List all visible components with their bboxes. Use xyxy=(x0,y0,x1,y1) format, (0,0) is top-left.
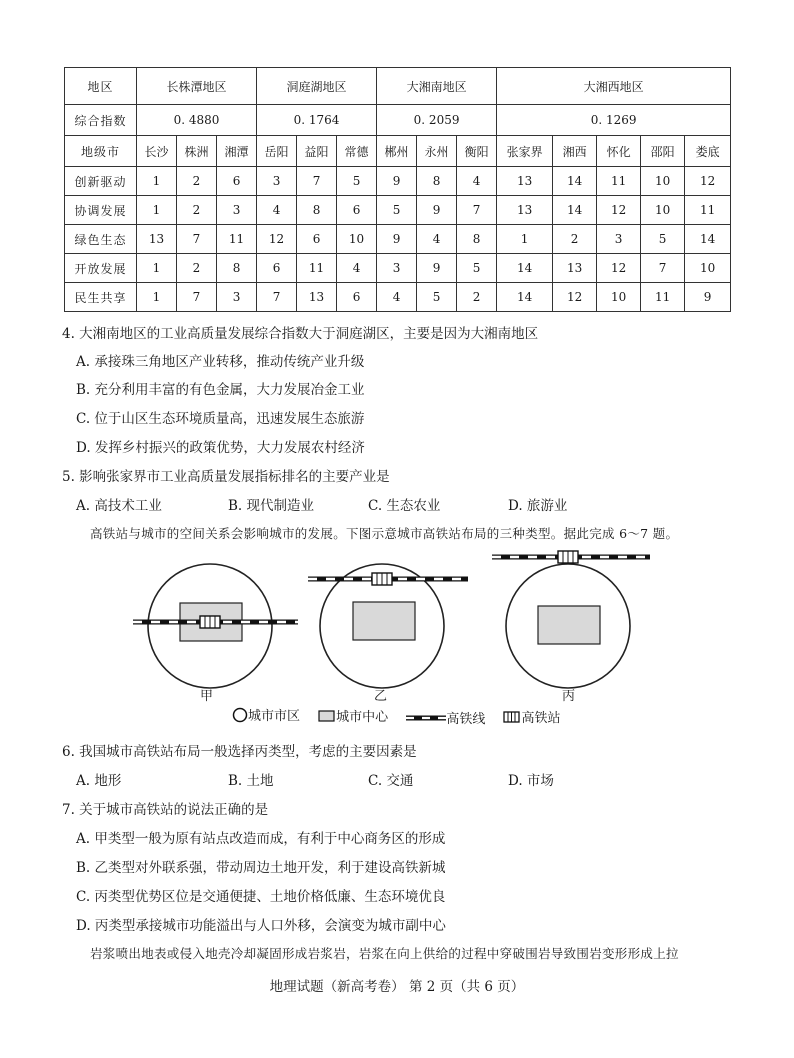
index-table xyxy=(64,67,730,312)
legend-station xyxy=(503,707,560,726)
circle-icon xyxy=(232,707,248,723)
table-cell: 5 xyxy=(457,254,497,283)
table-cell: 湘潭 xyxy=(217,136,257,167)
question-5-option-d: D. 旅游业 xyxy=(508,498,568,514)
table-cell: 9 xyxy=(685,283,731,312)
question-7-stem: 7. 关于城市高铁站的说法正确的是 xyxy=(62,802,269,818)
question-7-option-d: D. 丙类型承接城市功能溢出与人口外移，会演变为城市副中心 xyxy=(76,918,446,934)
question-5-option-b: B. 现代制造业 xyxy=(228,498,315,514)
table-cell: 0. 2059 xyxy=(377,105,497,136)
table-row xyxy=(65,254,731,283)
city-center-rect xyxy=(353,602,415,640)
question-5-option-c: C. 生态农业 xyxy=(368,498,441,514)
table-cell: 4 xyxy=(337,254,377,283)
table-cell: 5 xyxy=(417,283,457,312)
table-row xyxy=(65,225,731,254)
table-cell: 2 xyxy=(177,254,217,283)
legend-label: 城市中心 xyxy=(336,710,389,725)
table-cell: 综合指数 xyxy=(65,105,137,136)
table-cell: 7 xyxy=(177,225,217,254)
table-cell: 12 xyxy=(553,283,597,312)
table-cell: 14 xyxy=(497,254,553,283)
table-cell: 14 xyxy=(553,167,597,196)
table-cell: 13 xyxy=(553,254,597,283)
table-cell: 常德 xyxy=(337,136,377,167)
region-changzhutan: 长株潭地区 xyxy=(137,68,257,105)
table-cell: 0. 1269 xyxy=(497,105,731,136)
table-cell: 地级市 xyxy=(65,136,137,167)
table-cell: 13 xyxy=(137,225,177,254)
table-cell: 3 xyxy=(257,167,297,196)
table-cell: 11 xyxy=(217,225,257,254)
layout-yi xyxy=(308,564,468,688)
question-7-option-b: B. 乙类型对外联系强，带动周边土地开发，利于建设高铁新城 xyxy=(76,860,446,876)
table-cell: 0. 4880 xyxy=(137,105,257,136)
table-cell: 12 xyxy=(685,167,731,196)
table-cell: 8 xyxy=(297,196,337,225)
table-cell: 永州 xyxy=(417,136,457,167)
table-cell: 民生共享 xyxy=(65,283,137,312)
legend-railway xyxy=(406,708,485,727)
legend-label: 高铁线 xyxy=(446,712,486,727)
table-cell: 张家界 xyxy=(497,136,553,167)
table-cell: 14 xyxy=(685,225,731,254)
table-cell: 怀化 xyxy=(597,136,641,167)
table-cell: 4 xyxy=(417,225,457,254)
table-cell: 娄底 xyxy=(685,136,731,167)
question-7-option-a: A. 甲类型一般为原有站点改造而成，有利于中心商务区的形成 xyxy=(76,831,446,847)
table-index-row xyxy=(65,105,731,136)
table-cell: 6 xyxy=(217,167,257,196)
table-cell: 4 xyxy=(377,283,417,312)
table-cell: 6 xyxy=(337,196,377,225)
table-cell: 8 xyxy=(457,225,497,254)
label-yi: 乙 xyxy=(374,689,388,704)
table-cell: 3 xyxy=(377,254,417,283)
table-cell: 9 xyxy=(417,196,457,225)
table-cell: 12 xyxy=(597,196,641,225)
region-daxiangxi: 大湘西地区 xyxy=(497,68,731,105)
gray-rect-icon xyxy=(318,709,336,723)
page-footer: 地理试题（新高考卷） 第 2 页（共 6 页） xyxy=(269,979,525,995)
table-cell: 11 xyxy=(297,254,337,283)
table-cell: 2 xyxy=(553,225,597,254)
table-cell: 11 xyxy=(685,196,731,225)
table-cell: 10 xyxy=(597,283,641,312)
table-cell: 5 xyxy=(641,225,685,254)
table-cell: 衡阳 xyxy=(457,136,497,167)
table-cell: 14 xyxy=(497,283,553,312)
table-cell: 湘西 xyxy=(553,136,597,167)
table-cell: 7 xyxy=(457,196,497,225)
legend-city-area xyxy=(232,705,300,724)
table-cell: 5 xyxy=(337,167,377,196)
table-cell: 4 xyxy=(257,196,297,225)
question-4-option-c: C. 位于山区生态环境质量高，迅速发展生态旅游 xyxy=(76,411,365,427)
layout-bing xyxy=(492,551,650,688)
question-4-option-a: A. 承接珠三角地区产业转移，推动传统产业升级 xyxy=(76,354,365,370)
table-cell: 1 xyxy=(137,283,177,312)
question-7-option-c: C. 丙类型优势区位是交通便捷、土地价格低廉、生态环境优良 xyxy=(76,889,446,905)
table-cell: 3 xyxy=(217,196,257,225)
table-cell: 7 xyxy=(641,254,685,283)
table-cell: 益阳 xyxy=(297,136,337,167)
table-cell: 地区 xyxy=(65,68,137,105)
region-daxiangnan: 大湘南地区 xyxy=(377,68,497,105)
question-4-option-b: B. 充分利用丰富的有色金属，大力发展冶金工业 xyxy=(76,382,365,398)
table-cell: 8 xyxy=(217,254,257,283)
table-cell: 6 xyxy=(257,254,297,283)
table-cell: 创新驱动 xyxy=(65,167,137,196)
table-cell: 岳阳 xyxy=(257,136,297,167)
table-cell: 13 xyxy=(497,196,553,225)
table-cell: 4 xyxy=(457,167,497,196)
table-cell: 1 xyxy=(137,167,177,196)
table-cell: 13 xyxy=(497,167,553,196)
table-cell: 11 xyxy=(597,167,641,196)
table-cell: 7 xyxy=(177,283,217,312)
table-cell: 0. 1764 xyxy=(257,105,377,136)
table-cell: 7 xyxy=(297,167,337,196)
question-6-option-b: B. 土地 xyxy=(228,773,274,789)
table-cell: 开放发展 xyxy=(65,254,137,283)
question-5-option-a: A. 高技术工业 xyxy=(76,498,162,514)
passage-text: 岩浆喷出地表或侵入地壳冷却凝固形成岩浆岩，岩浆在向上供给的过程中穿破围岩导致围岩变形形成上拉 xyxy=(90,946,679,961)
table-cell: 郴州 xyxy=(377,136,417,167)
table-cell: 6 xyxy=(337,283,377,312)
table-cell: 9 xyxy=(417,254,457,283)
table-cell: 2 xyxy=(177,196,217,225)
label-bing: 丙 xyxy=(562,689,576,704)
legend-label: 城市市区 xyxy=(248,709,301,724)
table-cell: 邵阳 xyxy=(641,136,685,167)
question-4-option-d: D. 发挥乡村振兴的政策优势，大力发展农村经济 xyxy=(76,440,365,456)
legend-label: 高铁站 xyxy=(521,711,561,726)
question-5-stem: 5. 影响张家界市工业高质量发展指标排名的主要产业是 xyxy=(62,469,390,485)
table-row xyxy=(65,167,731,196)
table-cell: 长沙 xyxy=(137,136,177,167)
table-cell: 株洲 xyxy=(177,136,217,167)
table-cell: 3 xyxy=(597,225,641,254)
table-cell: 10 xyxy=(641,196,685,225)
table-header-row xyxy=(65,68,731,105)
question-4-stem: 4. 大湘南地区的工业高质量发展综合指数大于洞庭湖区，主要是因为大湘南地区 xyxy=(62,326,539,342)
table-cell: 6 xyxy=(297,225,337,254)
table-cell: 7 xyxy=(257,283,297,312)
table-cell: 13 xyxy=(297,283,337,312)
table-cell: 9 xyxy=(377,225,417,254)
table-cell: 12 xyxy=(597,254,641,283)
material-intro: 高铁站与城市的空间关系会影响城市的发展。下图示意城市高铁站布局的三种类型。据此完成 6～7 题。 xyxy=(90,526,679,541)
table-cell: 11 xyxy=(641,283,685,312)
table-cell: 10 xyxy=(641,167,685,196)
table-cell: 绿色生态 xyxy=(65,225,137,254)
table-cell: 2 xyxy=(457,283,497,312)
question-6-option-c: C. 交通 xyxy=(368,773,414,789)
label-jia: 甲 xyxy=(200,689,214,704)
table-cell: 12 xyxy=(257,225,297,254)
table-cell: 1 xyxy=(137,196,177,225)
railway-icon xyxy=(406,713,446,723)
legend-city-center xyxy=(318,706,388,725)
table-cell: 10 xyxy=(685,254,731,283)
table-cell: 2 xyxy=(177,167,217,196)
question-6-option-a: A. 地形 xyxy=(76,773,122,789)
table-cell: 1 xyxy=(497,225,553,254)
table-cell: 14 xyxy=(553,196,597,225)
table-city-row xyxy=(65,136,731,167)
table-cell: 协调发展 xyxy=(65,196,137,225)
table-row xyxy=(65,196,731,225)
question-6-option-d: D. 市场 xyxy=(508,773,554,789)
city-center-rect xyxy=(538,606,600,644)
station-icon xyxy=(503,711,521,723)
table-cell: 10 xyxy=(337,225,377,254)
table-row xyxy=(65,283,731,312)
table-cell: 9 xyxy=(377,167,417,196)
table-cell: 5 xyxy=(377,196,417,225)
layout-jia xyxy=(133,564,298,688)
table-cell: 8 xyxy=(417,167,457,196)
diagram-legend xyxy=(232,705,574,727)
table-cell: 1 xyxy=(137,254,177,283)
question-6-stem: 6. 我国城市高铁站布局一般选择丙类型，考虑的主要因素是 xyxy=(62,744,417,760)
region-dongtinghu: 洞庭湖地区 xyxy=(257,68,377,105)
table-cell: 3 xyxy=(217,283,257,312)
